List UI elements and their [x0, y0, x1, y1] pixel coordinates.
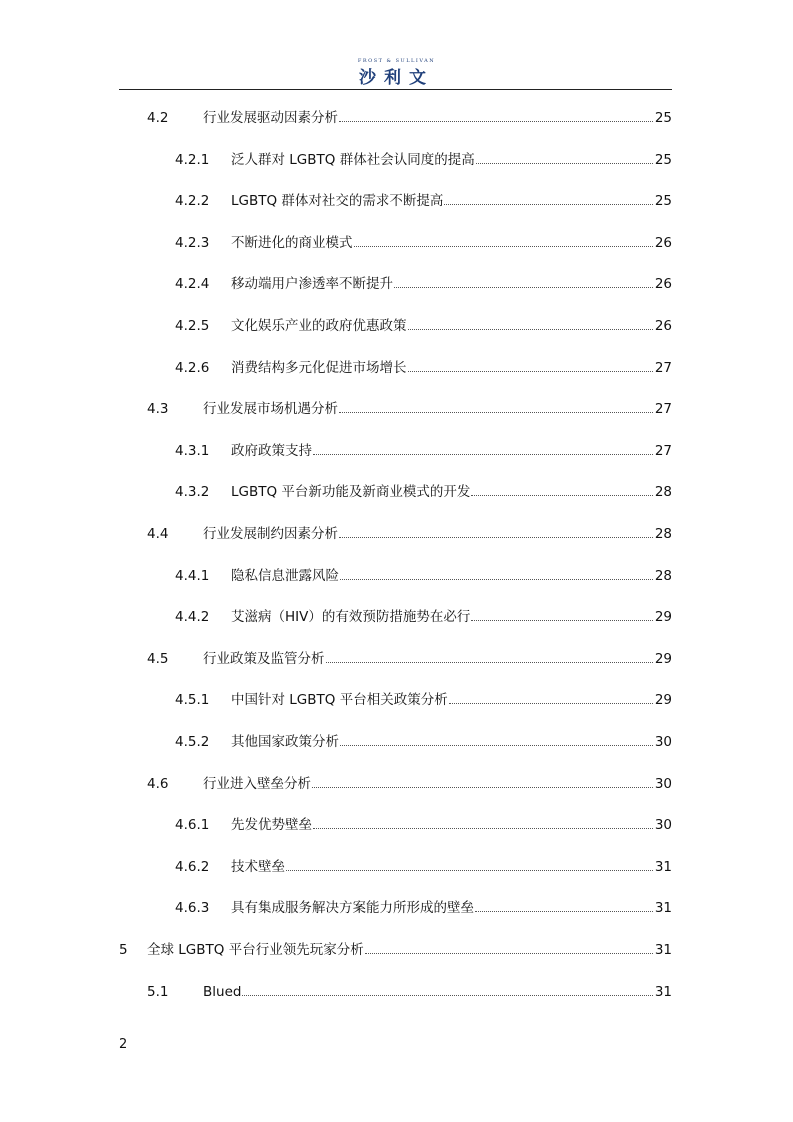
toc-dot-leader	[340, 579, 653, 580]
toc-entry-number: 4.4.1	[175, 567, 210, 584]
toc-entry-title: 行业发展驱动因素分析	[203, 110, 338, 126]
toc-entry-page: 29	[654, 650, 672, 667]
toc-entry-number: 4.4	[147, 526, 169, 542]
toc-entry-title: 泛人群对 LGBTQ 群体社会认同度的提高	[231, 151, 475, 168]
toc-entry[interactable]	[175, 147, 672, 169]
toc-entry-title: 具有集成服务解决方案能力所形成的壁垒	[231, 900, 474, 917]
toc-dot-leader	[354, 246, 653, 247]
toc-dot-leader	[408, 329, 653, 330]
brand-logo-english: FROST & SULLIVAN	[357, 58, 436, 64]
toc-dot-leader	[444, 204, 652, 205]
toc-dot-leader	[242, 995, 652, 996]
toc-entry-title: 全球 LGBTQ 平台行业领先玩家分析	[147, 942, 364, 958]
toc-entry-page: 30	[654, 734, 672, 750]
toc-entry-number: 5.1	[147, 983, 169, 1000]
toc-entry-title: 文化娱乐产业的政府优惠政策	[231, 318, 407, 334]
toc-entry-number: 4.5.1	[175, 692, 210, 709]
toc-entry-page: 29	[654, 692, 672, 709]
toc-entry-page: 26	[654, 276, 672, 293]
toc-entry-title: 技术壁垒	[231, 858, 285, 875]
toc-entry-number: 4.2	[147, 110, 169, 126]
toc-entry-title: LGBTQ 平台新功能及新商业模式的开发	[231, 484, 471, 501]
toc-entry[interactable]	[119, 937, 672, 959]
toc-entry-title: LGBTQ 群体对社交的需求不断提高	[231, 193, 444, 210]
toc-entry-title: 中国针对 LGBTQ 平台相关政策分析	[231, 692, 448, 709]
toc-entry-title: 艾滋病（HIV）的有效预防措施势在必行	[231, 609, 471, 626]
toc-entry-title: 移动端用户渗透率不断提升	[231, 276, 393, 293]
toc-dot-leader	[476, 163, 653, 164]
toc-entry-page: 28	[654, 484, 672, 501]
toc-entry[interactable]	[175, 854, 672, 876]
toc-entry[interactable]	[175, 438, 672, 460]
toc-entry[interactable]	[175, 355, 672, 377]
toc-entry[interactable]	[147, 771, 672, 793]
page-header	[0, 0, 793, 92]
toc-entry-page: 27	[654, 401, 672, 418]
toc-entry-title: 不断进化的商业模式	[231, 234, 353, 251]
toc-entry-page: 30	[654, 775, 672, 792]
toc-entry[interactable]	[175, 687, 672, 709]
toc-entry-title: 行业发展市场机遇分析	[203, 401, 338, 418]
toc-dot-leader	[339, 121, 653, 122]
toc-entry-title: 隐私信息泄露风险	[231, 567, 339, 584]
toc-entry-number: 4.2.1	[175, 151, 210, 168]
toc-entry[interactable]	[175, 188, 672, 210]
toc-entry-page: 27	[654, 359, 672, 376]
toc-entry-page: 31	[654, 900, 672, 917]
toc-entry-page: 25	[654, 110, 672, 126]
toc-entry-title: 消费结构多元化促进市场增长	[231, 359, 407, 376]
toc-entry-page: 28	[654, 567, 672, 584]
toc-entry-number: 4.2.3	[175, 234, 210, 251]
brand-logo-chinese: 沙利文	[359, 68, 434, 88]
toc-dot-leader	[339, 537, 653, 538]
toc-entry-page: 27	[654, 442, 672, 459]
toc-entry-page: 30	[654, 817, 672, 834]
toc-dot-leader	[365, 953, 653, 954]
toc-entry[interactable]	[175, 812, 672, 834]
toc-entry-number: 5	[119, 942, 128, 958]
toc-entry-title: 行业发展制约因素分析	[203, 526, 338, 542]
toc-dot-leader	[394, 287, 653, 288]
toc-entry-number: 4.4.2	[175, 609, 210, 626]
toc-entry-page: 26	[654, 318, 672, 334]
toc-entry-page: 25	[654, 193, 672, 210]
toc-entry[interactable]	[175, 479, 672, 501]
toc-dot-leader	[475, 911, 653, 912]
toc-entry-number: 4.3.2	[175, 484, 210, 501]
toc-entry-title: 其他国家政策分析	[231, 734, 339, 750]
page-number: 2	[119, 1037, 128, 1052]
toc-entry-title: Blued	[203, 983, 242, 1000]
toc-entry[interactable]	[175, 313, 672, 335]
toc-entry[interactable]	[147, 396, 672, 418]
toc-entry[interactable]	[147, 521, 672, 543]
toc-entry-page: 29	[654, 609, 672, 626]
toc-entry-page: 26	[654, 234, 672, 251]
toc-dot-leader	[286, 870, 653, 871]
toc-dot-leader	[340, 745, 653, 746]
toc-dot-leader	[408, 371, 653, 372]
toc-entry[interactable]	[147, 105, 672, 127]
toc-entry-number: 4.5.2	[175, 734, 210, 750]
toc-entry-page: 28	[654, 526, 672, 542]
toc-entry-title: 行业进入壁垒分析	[203, 775, 311, 792]
toc-dot-leader	[313, 454, 653, 455]
toc-dot-leader	[313, 828, 653, 829]
toc-entry-number: 4.2.4	[175, 276, 210, 293]
toc-entry[interactable]	[175, 230, 672, 252]
toc-dot-leader	[471, 495, 652, 496]
toc-entry[interactable]	[175, 563, 672, 585]
toc-dot-leader	[326, 662, 653, 663]
toc-entry[interactable]	[147, 979, 672, 1001]
toc-dot-leader	[471, 620, 652, 621]
toc-entry-number: 4.2.6	[175, 359, 210, 376]
toc-entry-title: 政府政策支持	[231, 442, 312, 459]
toc-entry-number: 4.6.3	[175, 900, 210, 917]
toc-dot-leader	[312, 787, 653, 788]
toc-entry-number: 4.5	[147, 650, 169, 667]
toc-entry[interactable]	[175, 895, 672, 917]
toc-entry-page: 31	[654, 942, 672, 958]
toc-entry-title: 行业政策及监管分析	[203, 650, 325, 667]
toc-entry-number: 4.3	[147, 401, 169, 418]
toc-entry-title: 先发优势壁垒	[231, 817, 312, 834]
toc-entry-number: 4.2.2	[175, 193, 210, 210]
toc-entry-number: 4.6.2	[175, 858, 210, 875]
toc-dot-leader	[339, 412, 653, 413]
toc-entry-number: 4.6.1	[175, 817, 210, 834]
toc-entry-page: 25	[654, 151, 672, 168]
toc-entry[interactable]	[175, 729, 672, 751]
toc-entry-number: 4.6	[147, 775, 169, 792]
toc-entry[interactable]	[175, 271, 672, 293]
toc-entry-number: 4.2.5	[175, 318, 210, 334]
toc-entry-page: 31	[654, 858, 672, 875]
toc-dot-leader	[449, 703, 653, 704]
toc-entry-number: 4.3.1	[175, 442, 210, 459]
toc-entry[interactable]	[147, 646, 672, 668]
toc-entry-page: 31	[654, 983, 672, 1000]
header-divider	[119, 89, 672, 90]
toc-entry[interactable]	[175, 604, 672, 626]
